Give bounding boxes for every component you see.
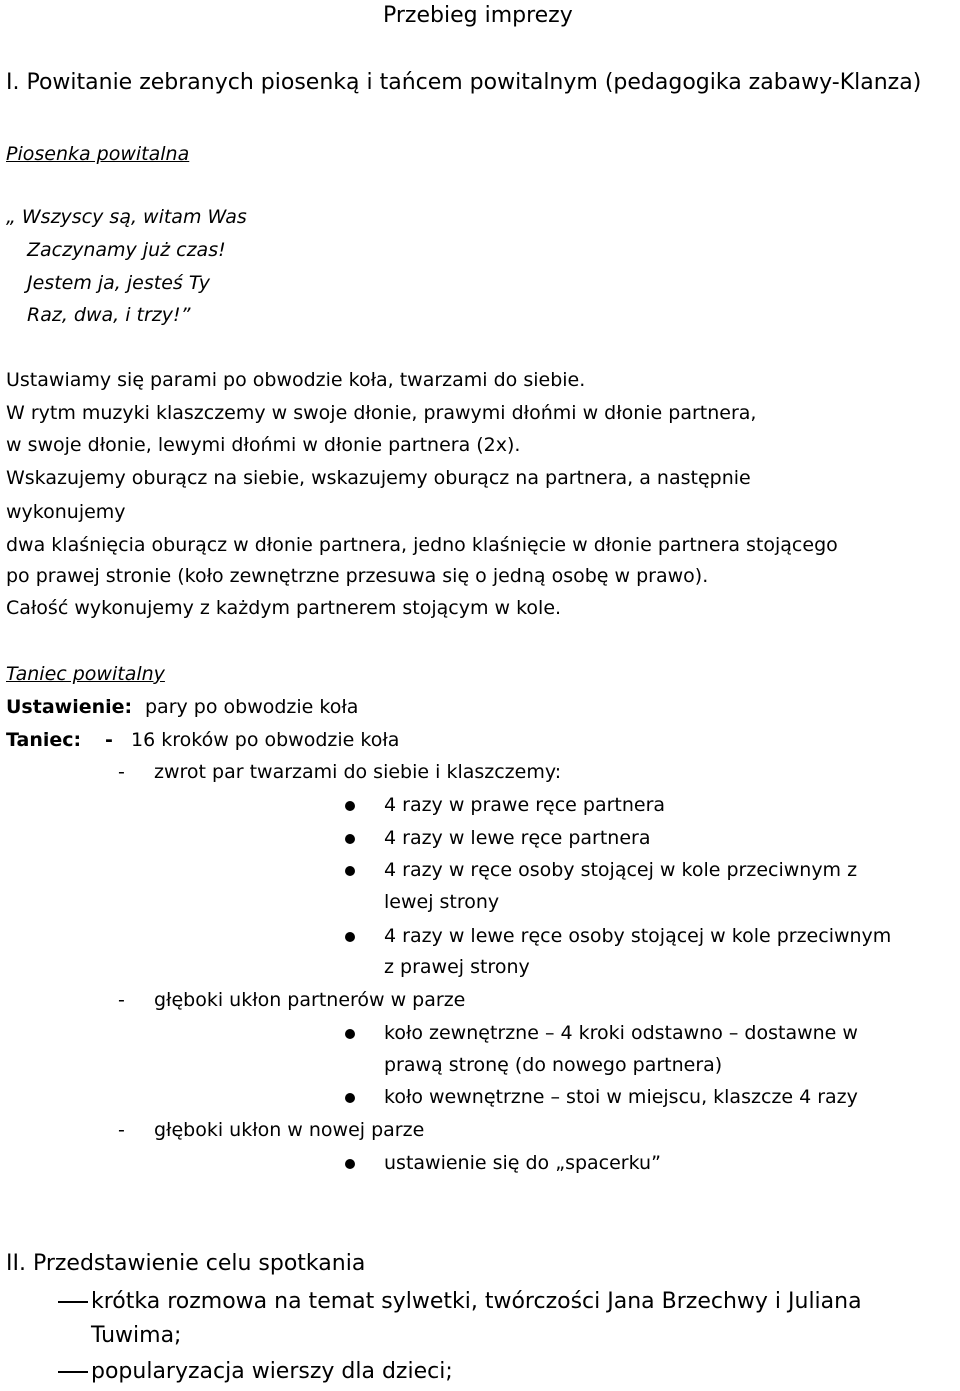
step-dash: - <box>118 761 125 783</box>
step-text: zwrot par twarzami do siebie i klaszczemy: <box>154 761 562 783</box>
instruction-line: Całość wykonujemy z każdym partnerem stojącym w kole. <box>6 597 562 619</box>
page-title: Przebieg imprezy <box>383 3 573 28</box>
bullet-text: 4 razy w ręce osoby stojącej w kole przeciwnym z <box>384 859 858 881</box>
dance-heading: Taniec powitalny <box>6 663 165 685</box>
bullet-text: koło wewnętrzne – stoi w miejscu, klaszcze 4 razy <box>384 1086 858 1108</box>
bullet-icon <box>345 1029 355 1039</box>
section-2-heading: II. Przedstawienie celu spotkania <box>6 1251 366 1276</box>
song-line: „ Wszyscy są, witam Was <box>6 206 247 228</box>
bullet-text-continued: prawą stronę (do nowego partnera) <box>384 1054 723 1076</box>
dash-icon <box>58 1371 88 1373</box>
instruction-line: w swoje dłonie, lewymi dłońmi w dłonie partnera (2x). <box>6 434 521 456</box>
song-line: Raz, dwa, i trzy!” <box>27 304 191 326</box>
bullet-icon <box>345 1159 355 1169</box>
section-2-item-continued: Tuwima; <box>91 1323 182 1348</box>
bullet-icon <box>345 1093 355 1103</box>
setup-label: Ustawienie: <box>6 696 133 718</box>
song-line: Zaczynamy już czas! <box>27 239 226 261</box>
instruction-line: W rytm muzyki klaszczemy w swoje dłonie, prawymi dłońmi w dłonie partnera, <box>6 402 757 424</box>
bullet-icon <box>345 801 355 811</box>
setup-value: pary po obwodzie koła <box>145 696 359 718</box>
step-dash: - <box>118 1119 125 1141</box>
instruction-line: wykonujemy <box>6 501 126 523</box>
instruction-line: Ustawiamy się parami po obwodzie koła, twarzami do siebie. <box>6 369 586 391</box>
instruction-line: po prawej stronie (koło zewnętrzne przesuwa się o jedną osobę w prawo). <box>6 565 709 587</box>
song-line: Jestem ja, jesteś Ty <box>27 272 211 294</box>
bullet-text: ustawienie się do „spacerku” <box>384 1152 661 1174</box>
bullet-icon <box>345 834 355 844</box>
bullet-text: 4 razy w lewe ręce partnera <box>384 827 651 849</box>
step-dash: - <box>118 989 125 1011</box>
step-text: głęboki ukłon w nowej parze <box>154 1119 425 1141</box>
song-heading: Piosenka powitalna <box>6 143 190 165</box>
section-2-item: krótka rozmowa na temat sylwetki, twórczości Jana Brzechwy i Juliana <box>91 1289 862 1314</box>
bullet-text: 4 razy w prawe ręce partnera <box>384 794 666 816</box>
bullet-text-continued: z prawej strony <box>384 956 530 978</box>
bullet-text: 4 razy w lewe ręce osoby stojącej w kole przeciwnym <box>384 925 892 947</box>
bullet-text-continued: lewej strony <box>384 891 500 913</box>
section-1-heading: I. Powitanie zebranych piosenką i tańcem powitalnym (pedagogika zabawy-Klanza) <box>6 70 922 95</box>
dance-label: Taniec: <box>6 729 82 751</box>
section-2-item: popularyzacja wierszy dla dzieci; <box>91 1359 453 1384</box>
instruction-line: dwa klaśnięcia oburącz w dłonie partnera, jedno klaśnięcie w dłonie partnera stojącego <box>6 534 838 556</box>
dance-value: 16 kroków po obwodzie koła <box>131 729 400 751</box>
bullet-text: koło zewnętrzne – 4 kroki odstawno – dostawne w <box>384 1022 858 1044</box>
bullet-icon <box>345 932 355 942</box>
dance-dash: - <box>105 729 113 751</box>
step-text: głęboki ukłon partnerów w parze <box>154 989 466 1011</box>
bullet-icon <box>345 866 355 876</box>
dash-icon <box>58 1301 88 1303</box>
instruction-line: Wskazujemy oburącz na siebie, wskazujemy oburącz na partnera, a następnie <box>6 467 751 489</box>
